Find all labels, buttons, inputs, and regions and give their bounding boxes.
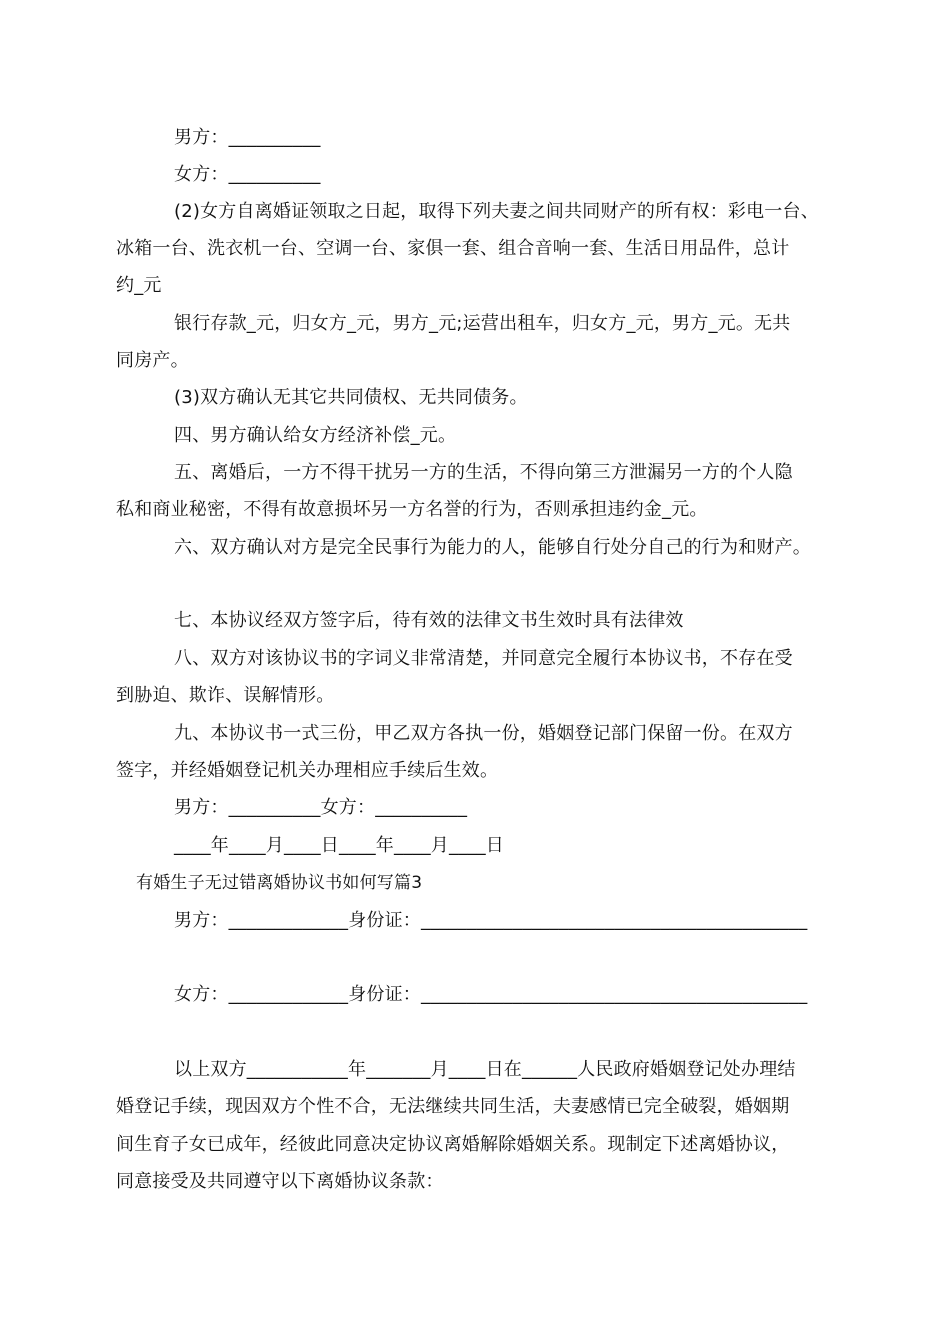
paragraph-line: 同房产。	[116, 350, 189, 371]
paragraph-line: (2)女方自离婚证领取之日起，取得下列夫妻之间共同财产的所有权：彩电一台、	[174, 201, 819, 222]
paragraph-line: 到胁迫、欺诈、误解情形。	[116, 685, 335, 706]
paragraph-line: 四、男方确认给女方经济补偿_元。	[174, 425, 457, 446]
paragraph-line: 约_元	[116, 275, 162, 296]
signature-line: 男方：__________女方：__________	[174, 797, 468, 818]
paragraph-line: 冰箱一台、洗衣机一台、空调一台、家俱一套、组合音响一套、生活日用品件，总计	[116, 238, 790, 259]
female-party-line: 女方：__________	[174, 164, 321, 185]
male-party-line: 男方：__________	[174, 127, 321, 148]
paragraph-line: 九、本协议书一式三份，甲乙双方各执一份，婚姻登记部门保留一份。在双方	[174, 723, 793, 744]
paragraph-line: 八、双方对该协议书的字词义非常清楚，并同意完全履行本协议书，不存在受	[174, 648, 793, 669]
paragraph-line: 签字，并经婚姻登记机关办理相应手续后生效。	[116, 760, 499, 781]
paragraph-line: 同意接受及共同遵守以下离婚协议条款：	[116, 1171, 444, 1192]
date-line: ____年____月____日____年____月____日	[174, 835, 504, 856]
paragraph-line: 五、离婚后，一方不得干扰另一方的生活，不得向第三方泄漏另一方的个人隐	[174, 462, 793, 483]
paragraph-line: 银行存款_元，归女方_元，男方_元;运营出租车，归女方_元，男方_元。无共	[174, 313, 791, 334]
section-title: 有婚生子无过错离婚协议书如何写篇3	[136, 873, 423, 893]
paragraph-line: 以上双方___________年_______月____日在______人民政府婚姻登记处办理结	[174, 1059, 796, 1080]
male-id-line: 男方：_____________身份证：__________________________________________	[174, 910, 808, 931]
paragraph-line: 私和商业秘密，不得有故意损坏另一方名誉的行为，否则承担违约金_元。	[116, 499, 708, 520]
female-id-line: 女方：_____________身份证：__________________________________________	[174, 984, 808, 1005]
paragraph-line: 婚登记手续，现因双方个性不合，无法继续共同生活，夫妻感情已完全破裂，婚姻期	[116, 1096, 790, 1117]
paragraph-line: 七、本协议经双方签字后，待有效的法律文书生效时具有法律效	[174, 610, 684, 631]
paragraph-line: 六、双方确认对方是完全民事行为能力的人，能够自行处分自己的行为和财产。	[174, 537, 811, 558]
paragraph-line: (3)双方确认无其它共同债权、无共同债务。	[174, 387, 528, 408]
paragraph-line: 间生育子女已成年，经彼此同意决定协议离婚解除婚姻关系。现制定下述离婚协议，	[116, 1134, 790, 1155]
